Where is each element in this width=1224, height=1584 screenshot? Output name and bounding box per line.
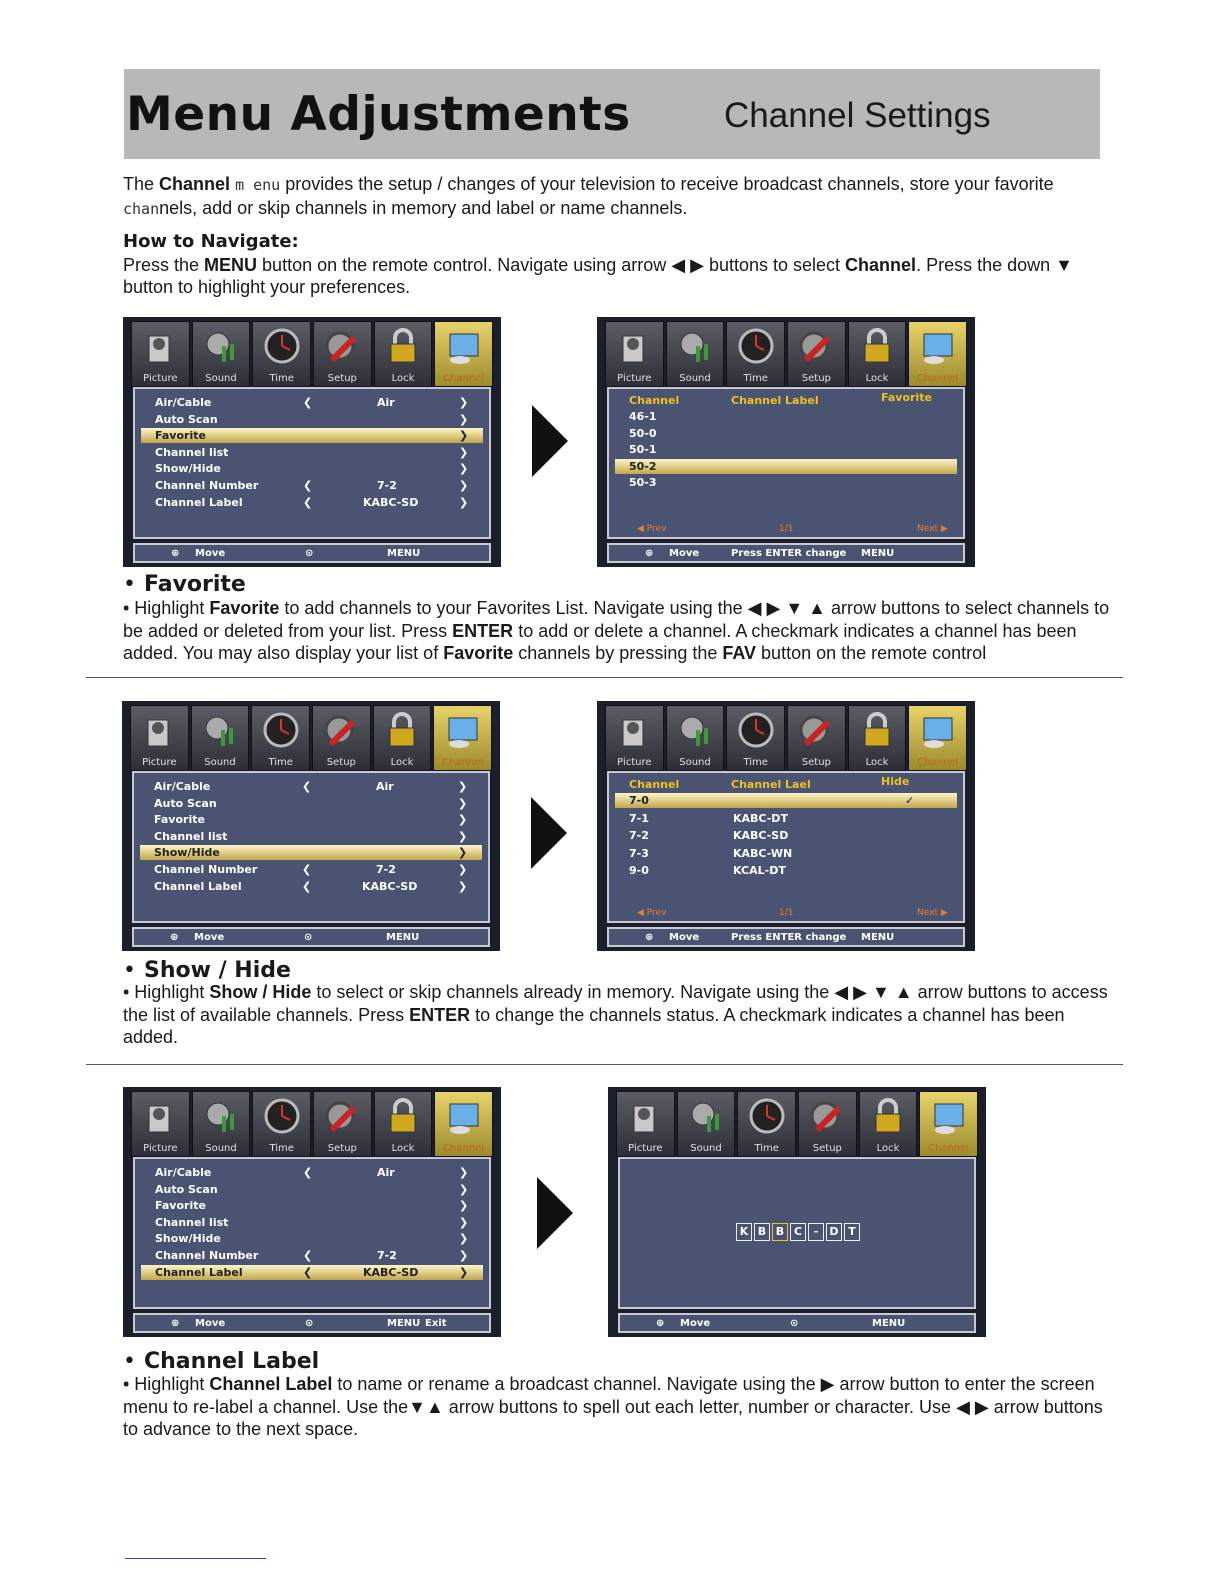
tab-label: Channel <box>443 373 485 384</box>
setup-tab-icon[interactable] <box>787 321 846 387</box>
channel-number: 7-3 <box>629 846 649 860</box>
channel-tab-icon[interactable] <box>434 321 493 387</box>
chevron-left-icon: ❮ <box>303 1166 313 1179</box>
menu-item-value: 7-2 <box>376 863 396 876</box>
chevron-left-icon: ❮ <box>302 879 312 893</box>
column-header: Favorite <box>881 391 932 404</box>
time-tab-icon[interactable] <box>251 705 310 771</box>
chevron-right-icon: ❯ <box>458 863 468 876</box>
intro-paragraph: The Channel m enu provides the setup / changes of your television to receive broadcast channels, store your favorite channels, add or skip channels in memory and label or name channels. <box>123 174 1054 218</box>
picture-tab-icon[interactable] <box>131 1091 190 1157</box>
tab-label: Sound <box>690 1143 722 1154</box>
chevron-right-icon: ❯ <box>459 1166 469 1179</box>
menu-item-label: Auto Scan <box>155 412 218 426</box>
chevron-right-icon: ❯ <box>459 412 469 426</box>
menu-item[interactable] <box>141 395 483 410</box>
menu-item[interactable] <box>141 445 483 460</box>
time-tab-icon[interactable] <box>252 321 311 387</box>
menu-item-label: Channel list <box>154 829 228 843</box>
menu-item[interactable] <box>140 845 482 860</box>
tab-label: Time <box>269 373 294 384</box>
chevron-right-icon: ❯ <box>458 780 468 793</box>
channel-row[interactable] <box>615 828 957 843</box>
channel-row[interactable] <box>615 459 957 474</box>
menu-item[interactable] <box>141 461 483 476</box>
pager-prev[interactable]: ◀ Prev <box>637 908 667 918</box>
menu-item-value: KABC-SD <box>362 879 418 893</box>
channel-number: 7-1 <box>629 811 649 825</box>
tab-label: Setup <box>801 373 831 384</box>
menu-item[interactable] <box>141 428 483 443</box>
channel-row[interactable] <box>615 409 957 424</box>
picture-tab-icon[interactable] <box>616 1091 675 1157</box>
menu-item-value: Air <box>377 396 395 409</box>
menu-icon-bar <box>131 1091 493 1157</box>
chevron-right-icon: ❯ <box>459 479 469 492</box>
tv-menu-showhide-screen <box>122 701 500 951</box>
menu-item-label: Favorite <box>154 813 205 827</box>
tab-label: Channel <box>443 1143 485 1154</box>
enter-hint: Press ENTER change <box>731 932 847 943</box>
time-tab-icon[interactable] <box>726 705 785 771</box>
menu-footer <box>133 543 491 563</box>
channel-tab-icon[interactable] <box>919 1091 978 1157</box>
time-tab-icon[interactable] <box>737 1091 796 1157</box>
divider <box>86 1064 1123 1065</box>
showhide-section-text: • Highlight Show / Hide to select or skip channels already in memory. Navigate using the ◀ ▶ ▼ ▲ arrow buttons to access the list of available channels. Press ENTER to change the channels status. A checkmark indicates a channel has been added. <box>123 982 1108 1047</box>
channel-number: 9-0 <box>629 864 649 878</box>
menu-item-label: Channel Number <box>154 863 258 876</box>
menu-item[interactable] <box>140 779 482 794</box>
column-header: Channel <box>629 394 680 407</box>
channel-row[interactable] <box>615 475 957 490</box>
lock-tab-icon[interactable] <box>848 321 907 387</box>
tab-label: Setup <box>812 1143 842 1154</box>
character-box[interactable]: K <box>736 1223 752 1241</box>
tab-label: Sound <box>205 373 237 384</box>
menu-item-label: Favorite <box>155 1199 206 1213</box>
menu-item[interactable] <box>140 812 482 827</box>
menu-item-label: Show/Hide <box>155 1232 221 1246</box>
pager-next[interactable]: Next ▶ <box>917 524 948 534</box>
tab-label: Channel <box>442 757 484 768</box>
menu-footer <box>607 927 965 947</box>
tab-label: Channel <box>928 1143 970 1154</box>
menu-icon-bar <box>616 1091 978 1157</box>
channel-number: 50-3 <box>629 476 657 490</box>
channel-number: 46-1 <box>629 410 657 423</box>
move-label: Move <box>680 1318 711 1329</box>
favorite-section-title: • Favorite <box>123 572 246 597</box>
channel-label: KCAL-DT <box>733 864 786 878</box>
menu-panel <box>133 1157 491 1309</box>
menu-footer <box>618 1313 976 1333</box>
character-box[interactable]: - <box>808 1223 824 1241</box>
menu-item[interactable] <box>141 1231 483 1246</box>
menu-button-icon: MENU <box>387 1318 421 1329</box>
menu-item[interactable] <box>141 1265 483 1280</box>
tv-menu-channel-label-screen <box>123 1087 501 1337</box>
menu-item-value: 7-2 <box>377 1249 397 1262</box>
channel-row[interactable] <box>615 442 957 457</box>
nav-arrows-icon: ⊕ <box>171 1318 180 1329</box>
column-header: Channel <box>629 778 680 791</box>
checkmark-icon: ✓ <box>905 794 915 807</box>
lock-tab-icon[interactable] <box>374 1091 433 1157</box>
arrow-right-icon <box>537 1177 573 1249</box>
navigate-text: Press the MENU button on the remote control. Navigate using arrow ◀ ▶ buttons to select Channel. Press the down ▼ button to highlight your preferences. <box>123 254 1073 297</box>
menu-item-value: KABC-SD <box>363 495 419 509</box>
channel-tab-icon[interactable] <box>434 1091 493 1157</box>
menu-item-label: Channel Label <box>154 879 242 893</box>
channel-row[interactable] <box>615 863 957 878</box>
menu-item-label: Favorite <box>155 429 206 443</box>
channel-row[interactable] <box>615 426 957 441</box>
character-box[interactable]: D <box>826 1223 842 1241</box>
sound-tab-icon[interactable] <box>677 1091 736 1157</box>
menu-item-label: Auto Scan <box>155 1182 218 1196</box>
menu-footer <box>133 1313 491 1333</box>
channel-row[interactable] <box>615 811 957 826</box>
label-section-title: • Channel Label <box>123 1349 320 1374</box>
chevron-right-icon: ❯ <box>459 1249 469 1262</box>
tab-label: Setup <box>326 757 356 768</box>
menu-item[interactable] <box>141 1165 483 1180</box>
menu-item-label: Air/Cable <box>155 1166 212 1179</box>
tab-label: Lock <box>865 373 889 384</box>
tv-showhide-list-screen <box>597 701 975 951</box>
chevron-right-icon: ❯ <box>458 829 468 843</box>
tab-label: Time <box>743 757 768 768</box>
tab-label: Time <box>743 373 768 384</box>
menu-item-value: KABC-SD <box>363 1265 419 1279</box>
nav-arrows-icon: ⊕ <box>170 932 179 943</box>
setup-tab-icon[interactable] <box>798 1091 857 1157</box>
pager-page[interactable]: 1/1 <box>779 908 794 918</box>
tab-label: Setup <box>327 373 357 384</box>
menu-icon-bar <box>605 321 967 387</box>
menu-item-label: Channel Label <box>155 495 243 509</box>
move-label: Move <box>669 932 700 943</box>
navigate-heading: How to Navigate: <box>123 231 299 252</box>
chevron-right-icon: ❯ <box>459 429 469 443</box>
enter-icon: ⊙ <box>305 548 314 559</box>
channel-label: KABC-DT <box>733 811 788 825</box>
setup-tab-icon[interactable] <box>312 705 371 771</box>
chevron-right-icon: ❯ <box>458 879 468 893</box>
move-label: Move <box>195 1318 226 1329</box>
sound-tab-icon[interactable] <box>666 705 725 771</box>
page-subtitle: Channel Settings <box>724 96 991 135</box>
enter-icon: ⊙ <box>304 932 313 943</box>
channel-tab-icon[interactable] <box>433 705 492 771</box>
time-tab-icon[interactable] <box>726 321 785 387</box>
label-character-boxes[interactable] <box>736 1223 862 1241</box>
chevron-right-icon: ❯ <box>459 495 469 509</box>
menu-item[interactable] <box>140 829 482 844</box>
menu-icon-bar <box>131 321 493 387</box>
pager-prev[interactable]: ◀ Prev <box>637 524 667 534</box>
channel-row[interactable] <box>615 793 957 808</box>
navigate-section <box>123 231 1113 299</box>
menu-item-label: Channel list <box>155 1215 229 1229</box>
tab-label: Channel <box>917 373 959 384</box>
chevron-right-icon: ❯ <box>459 445 469 459</box>
tab-label: Lock <box>865 757 889 768</box>
menu-panel <box>133 387 491 539</box>
menu-item[interactable] <box>141 495 483 510</box>
divider <box>86 677 1123 678</box>
chevron-right-icon: ❯ <box>459 1215 469 1229</box>
move-label: Move <box>194 932 225 943</box>
list-panel <box>607 771 965 923</box>
tab-label: Time <box>754 1143 779 1154</box>
pager-page[interactable]: 1/1 <box>779 524 794 534</box>
chevron-right-icon: ❯ <box>459 1182 469 1196</box>
move-label: Move <box>669 548 700 559</box>
channel-number: 7-2 <box>629 829 649 843</box>
menu-item[interactable] <box>141 1215 483 1230</box>
channel-number: 50-2 <box>629 459 657 473</box>
move-label: Move <box>195 548 226 559</box>
lock-tab-icon[interactable] <box>848 705 907 771</box>
chevron-right-icon: ❯ <box>458 846 468 860</box>
tab-label: Lock <box>876 1143 900 1154</box>
channel-label: KABC-SD <box>733 829 789 843</box>
menu-item[interactable] <box>141 1248 483 1263</box>
arrow-right-icon <box>531 797 567 869</box>
tab-label: Picture <box>142 757 177 768</box>
channel-number: 7-0 <box>629 794 649 807</box>
menu-item[interactable] <box>141 478 483 493</box>
tab-label: Picture <box>617 373 652 384</box>
nav-arrows-icon: ⊕ <box>645 548 654 559</box>
list-panel <box>607 387 965 539</box>
setup-tab-icon[interactable] <box>313 1091 372 1157</box>
menu-button-icon: MENU <box>872 1318 906 1329</box>
tab-label: Picture <box>617 757 652 768</box>
channel-number: 50-0 <box>629 426 657 440</box>
label-edit-panel <box>618 1157 976 1309</box>
channel-tab-icon[interactable] <box>908 321 967 387</box>
menu-item-label: Channel list <box>155 445 229 459</box>
page-title: Menu Adjustments <box>126 87 631 142</box>
showhide-section-title: • Show / Hide <box>123 958 291 983</box>
arrow-right-icon <box>532 405 568 477</box>
menu-item[interactable] <box>140 796 482 811</box>
tab-label: Sound <box>205 1143 237 1154</box>
chevron-right-icon: ❯ <box>458 813 468 827</box>
picture-tab-icon[interactable] <box>605 705 664 771</box>
menu-button-icon: MENU <box>861 548 895 559</box>
nav-arrows-icon: ⊕ <box>645 932 654 943</box>
column-header: Hide <box>881 775 910 788</box>
channel-row[interactable] <box>615 846 957 861</box>
menu-item[interactable] <box>141 1198 483 1213</box>
lock-tab-icon[interactable] <box>374 321 433 387</box>
chevron-right-icon: ❯ <box>459 1232 469 1246</box>
chevron-right-icon: ❯ <box>459 1199 469 1213</box>
menu-button-icon: MENU <box>386 932 420 943</box>
column-header: Channel Label <box>731 394 819 407</box>
tab-label: Lock <box>390 757 414 768</box>
tab-label: Picture <box>143 1143 178 1154</box>
nav-arrows-icon: ⊕ <box>656 1318 665 1329</box>
tab-label: Setup <box>801 757 831 768</box>
tab-label: Picture <box>628 1143 663 1154</box>
menu-item-label: Show/Hide <box>155 462 221 476</box>
favorite-section-text: • Highlight Favorite to add channels to your Favorites List. Navigate using the ◀ ▶ ▼ ▲ arrow buttons to select channels to be added or deleted from your list. Press ENTER to add or delete a channel. A checkmark indicates a channel has been added. You may also display your list of Favorite channels by pressing the FAV button on the remote control <box>123 598 1110 663</box>
sound-tab-icon[interactable] <box>192 1091 251 1157</box>
picture-tab-icon[interactable] <box>131 321 190 387</box>
menu-icon-bar <box>605 705 967 771</box>
tab-label: Time <box>269 1143 294 1154</box>
column-header: Channel Lael <box>731 778 811 791</box>
menu-item-label: Channel Number <box>155 479 259 492</box>
chevron-left-icon: ❮ <box>303 479 313 492</box>
label-section-text: • Highlight Channel Label to name or rename a broadcast channel. Navigate using the ▶ arrow button to enter the screen menu to re-label a channel. Use the▼▲ arrow buttons to spell out each letter, number or character. Use ◀ ▶ arrow buttons to advance to the next space. <box>123 1374 1103 1439</box>
character-box[interactable]: B <box>754 1223 770 1241</box>
menu-item-value: Air <box>376 780 394 793</box>
menu-item[interactable] <box>141 412 483 427</box>
menu-item-label: Channel Label <box>155 1265 243 1279</box>
tab-label: Picture <box>143 373 178 384</box>
tab-label: Sound <box>204 757 236 768</box>
tab-label: Time <box>268 757 293 768</box>
channel-number: 50-1 <box>629 443 657 457</box>
chevron-left-icon: ❮ <box>303 1265 313 1279</box>
list-header <box>615 777 957 792</box>
sound-tab-icon[interactable] <box>192 321 251 387</box>
menu-footer <box>132 927 490 947</box>
sound-tab-icon[interactable] <box>191 705 250 771</box>
tab-label: Channel <box>917 757 959 768</box>
setup-tab-icon[interactable] <box>313 321 372 387</box>
menu-item-label: Air/Cable <box>155 396 212 409</box>
menu-item[interactable] <box>140 879 482 894</box>
menu-item[interactable] <box>140 862 482 877</box>
channel-label: KABC-WN <box>733 846 793 860</box>
tab-label: Lock <box>391 1143 415 1154</box>
chevron-right-icon: ❯ <box>459 396 469 409</box>
menu-item-label: Air/Cable <box>154 780 211 793</box>
menu-button-icon: MENU <box>387 548 421 559</box>
menu-item[interactable] <box>141 1182 483 1197</box>
menu-panel <box>132 771 490 923</box>
chevron-left-icon: ❮ <box>302 780 312 793</box>
character-box[interactable]: B <box>772 1223 788 1241</box>
chevron-left-icon: ❮ <box>303 495 313 509</box>
chevron-right-icon: ❯ <box>459 462 469 476</box>
menu-footer <box>607 543 965 563</box>
menu-item-value: Air <box>377 1166 395 1179</box>
tab-label: Lock <box>391 373 415 384</box>
menu-icon-bar <box>130 705 492 771</box>
tab-label: Sound <box>679 373 711 384</box>
tab-label: Sound <box>679 757 711 768</box>
pager-next[interactable]: Next ▶ <box>917 908 948 918</box>
tv-channel-label-edit-screen <box>608 1087 986 1337</box>
enter-hint: Press ENTER change <box>731 548 847 559</box>
setup-tab-icon[interactable] <box>787 705 846 771</box>
tv-menu-favorite-screen <box>123 317 501 567</box>
chevron-left-icon: ❮ <box>303 1249 313 1262</box>
channel-tab-icon[interactable] <box>908 705 967 771</box>
menu-button-icon: MENU <box>861 932 895 943</box>
picture-tab-icon[interactable] <box>605 321 664 387</box>
tv-favorite-list-screen <box>597 317 975 567</box>
chevron-right-icon: ❯ <box>458 796 468 810</box>
footnote-rule <box>125 1558 266 1559</box>
menu-item-label: Show/Hide <box>154 846 220 860</box>
tab-label: Setup <box>327 1143 357 1154</box>
chevron-left-icon: ❮ <box>303 396 313 409</box>
lock-tab-icon[interactable] <box>373 705 432 771</box>
menu-item-label: Auto Scan <box>154 796 217 810</box>
list-header <box>615 393 957 408</box>
page-header <box>124 69 1100 159</box>
exit-label: Exit <box>425 1318 447 1329</box>
lock-tab-icon[interactable] <box>859 1091 918 1157</box>
enter-icon: ⊙ <box>305 1318 314 1329</box>
character-box[interactable]: T <box>844 1223 860 1241</box>
picture-tab-icon[interactable] <box>130 705 189 771</box>
chevron-left-icon: ❮ <box>302 863 312 876</box>
nav-arrows-icon: ⊕ <box>171 548 180 559</box>
sound-tab-icon[interactable] <box>666 321 725 387</box>
menu-item-value: 7-2 <box>377 479 397 492</box>
menu-item-label: Channel Number <box>155 1249 259 1262</box>
time-tab-icon[interactable] <box>252 1091 311 1157</box>
character-box[interactable]: C <box>790 1223 806 1241</box>
chevron-right-icon: ❯ <box>459 1265 469 1279</box>
enter-icon: ⊙ <box>790 1318 799 1329</box>
